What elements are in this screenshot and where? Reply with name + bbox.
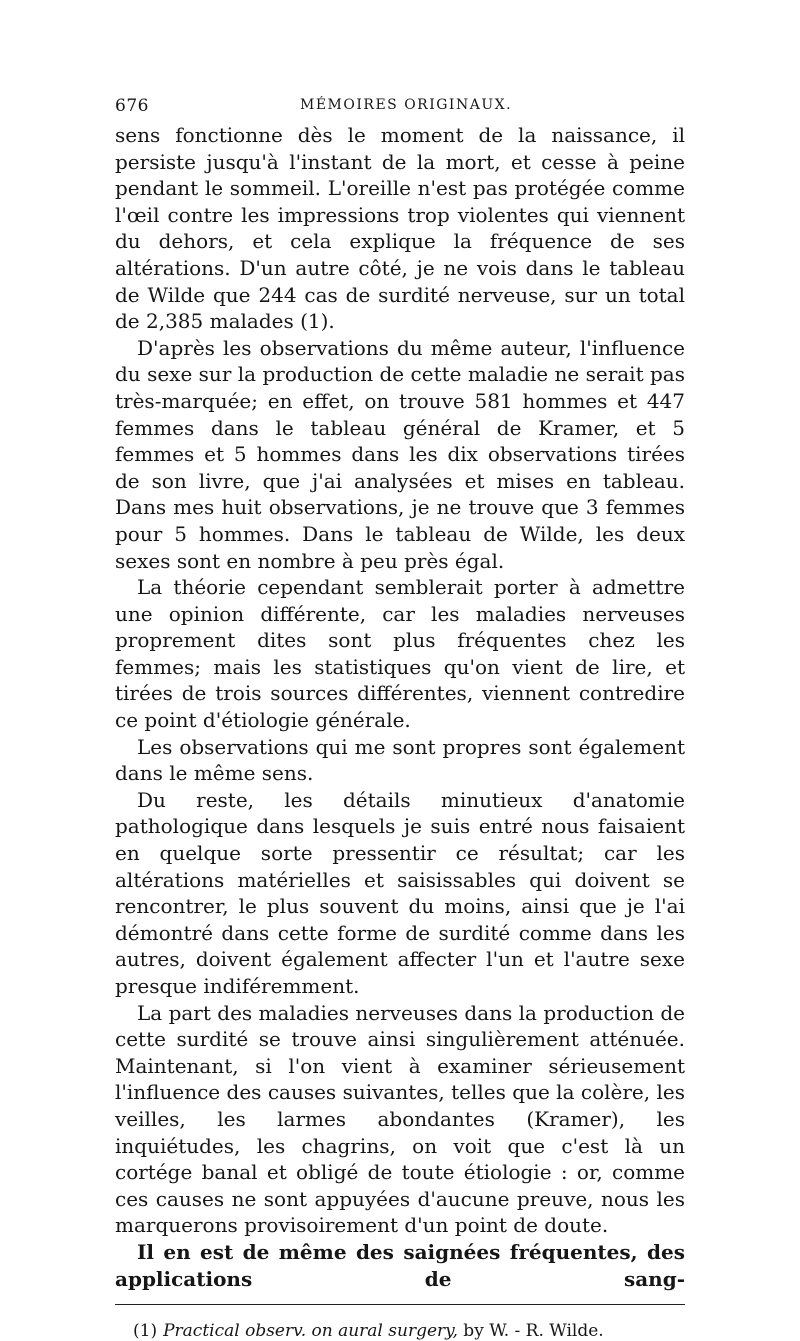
- paragraph: Les observations qui me sont propres sont également dans le même sens.: [115, 734, 685, 786]
- page-number: 676: [115, 96, 149, 116]
- footnote-divider: [115, 1304, 685, 1305]
- running-title: MÉMOIRES ORIGINAUX.: [300, 97, 513, 113]
- paragraph: sens fonctionne dès le moment de la naissance, il persiste jusqu'à l'instant de la mort, et cesse à peine pendant le sommeil. L'oreille n'est pas protégée comme l'œil contre les impressions trop violentes qui viennent du dehors, et cela explique la fréquence de ses altérations. D'un autre côté, je ne vois dans le tableau de Wilde que 244 cas de surdité nerveuse, sur un total de 2,385 malades (1).: [115, 123, 685, 334]
- footnote-author: by W. - R. Wilde.: [457, 1321, 604, 1341]
- paragraph-last-line: Il en est de même des saignées fréquentes, des applications de sang-: [115, 1239, 685, 1291]
- running-head: [115, 96, 685, 122]
- paragraph: La théorie cependant semblerait porter à admettre une opinion différente, car les maladies nerveuses proprement dites sont plus fréquentes chez les femmes; mais les statistiques qu'on vient de lire, et tirées de trois sources différentes, viennent contredire ce point d'étiologie générale.: [115, 575, 685, 733]
- paragraph: Du reste, les détails minutieux d'anatomie pathologique dans lesquels je suis entré nous faisaient en quelque sorte pressentir ce résultat; car les altérations matérielles et saisissables qui doivent se rencontrer, le plus souvent du moins, ainsi que je l'ai démontré dans cette forme de surdité comme dans les autres, doivent également affecter l'un et l'autre sexe presque indiféremment.: [115, 787, 685, 998]
- footnote-title: Practical observ. on aural surgery,: [163, 1321, 458, 1341]
- paragraph: La part des maladies nerveuses dans la production de cette surdité se trouve ainsi singulièrement atténuée. Maintenant, si l'on vient à examiner sérieusement l'influence des causes suivantes, telles que la colère, les veilles, les larmes abondantes (Kramer), les inquiétudes, les chagrins, on voit que c'est là un cortége banal et obligé de toute étiologie : or, comme ces causes ne sont appuyées d'aucune preuve, nous les marquerons provisoirement d'un point de doute.: [115, 1000, 685, 1238]
- footnote: [115, 1321, 685, 1341]
- footnote-marker: (1): [133, 1321, 158, 1341]
- body-text: [115, 122, 685, 1292]
- book-page: [115, 96, 685, 1341]
- paragraph: D'après les observations du même auteur, l'influence du sexe sur la production de cette maladie ne serait pas très-marquée; en effet, on trouve 581 hommes et 447 femmes dans le tableau général de Kramer, et 5 femmes et 5 hommes dans les dix observations tirées de son livre, que j'ai analysées et mises en tableau. Dans mes huit observations, je ne trouve que 3 femmes pour 5 hommes. Dans le tableau de Wilde, les deux sexes sont en nombre à peu près égal.: [115, 335, 685, 573]
